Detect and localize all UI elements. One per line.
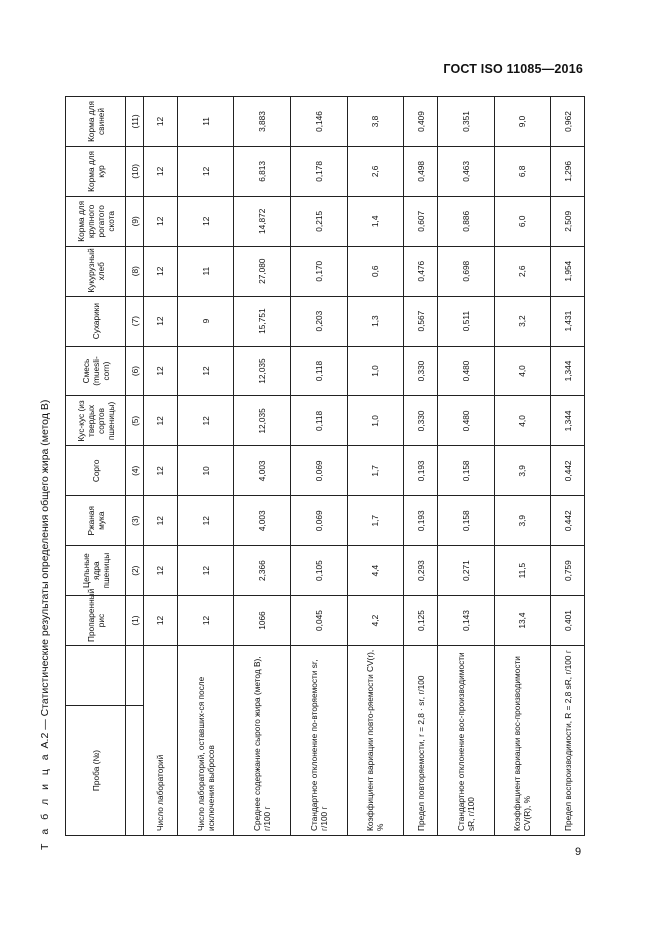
cell-value: 0,442 bbox=[551, 446, 585, 496]
cell-value: 3,883 bbox=[234, 97, 291, 147]
cell-value: 12 bbox=[144, 546, 178, 596]
cell-value: 0,271 bbox=[437, 546, 494, 596]
col-index: (1) bbox=[126, 596, 144, 646]
col-index: (6) bbox=[126, 346, 144, 396]
cell-value: 0,476 bbox=[404, 246, 438, 296]
col-index: (7) bbox=[126, 296, 144, 346]
cell-value: 0,480 bbox=[437, 346, 494, 396]
cell-value: 12,035 bbox=[234, 396, 291, 446]
cell-value: 0,069 bbox=[290, 496, 347, 546]
cell-value: 0,480 bbox=[437, 396, 494, 446]
cell-value: 15,751 bbox=[234, 296, 291, 346]
row-label: Число лабораторий, оставших-ся после исключения выбросов bbox=[177, 646, 234, 836]
cell-value: 12 bbox=[144, 446, 178, 496]
cell-value: 0,045 bbox=[290, 596, 347, 646]
header-col-10: Корма для кур bbox=[66, 146, 126, 196]
cell-value: 4,0 bbox=[494, 396, 551, 446]
cell-value: 0,498 bbox=[404, 146, 438, 196]
table-row bbox=[144, 97, 178, 836]
row-label: Предел повторяемости, r = 2,8 · sr, г/100 bbox=[404, 646, 438, 836]
cell-value: 4,003 bbox=[234, 446, 291, 496]
col-index: (10) bbox=[126, 146, 144, 196]
cell-value: 0,146 bbox=[290, 97, 347, 147]
table-row bbox=[404, 97, 438, 836]
cell-value: 11 bbox=[177, 97, 234, 147]
cell-value: 1,0 bbox=[347, 396, 404, 446]
cell-value: 0,330 bbox=[404, 346, 438, 396]
table-row bbox=[551, 97, 585, 836]
cell-value: 0,293 bbox=[404, 546, 438, 596]
col-index: (4) bbox=[126, 446, 144, 496]
col-index: (9) bbox=[126, 196, 144, 246]
row-label: Число лабораторий bbox=[144, 646, 178, 836]
cell-value: 3,2 bbox=[494, 296, 551, 346]
col-index: (11) bbox=[126, 97, 144, 147]
cell-value: 0,567 bbox=[404, 296, 438, 346]
cell-value: 12 bbox=[144, 146, 178, 196]
cell-value: 2,6 bbox=[494, 246, 551, 296]
cell-value: 1,3 bbox=[347, 296, 404, 346]
cell-value: 9,0 bbox=[494, 97, 551, 147]
row-label: Стандартное отклонение вос-производимости sR, г/100 bbox=[437, 646, 494, 836]
row-label: Среднее содержание сырого жира (метод B), г/100 г bbox=[234, 646, 291, 836]
cell-value: 1066 bbox=[234, 596, 291, 646]
cell-value: 0,158 bbox=[437, 446, 494, 496]
cell-value: 6,8 bbox=[494, 146, 551, 196]
cell-value: 12 bbox=[144, 496, 178, 546]
cell-value: 0,759 bbox=[551, 546, 585, 596]
header-col-8: Кукурузный хлеб bbox=[66, 246, 126, 296]
index-row bbox=[126, 97, 144, 836]
row-label: Коэффициент вариации повто-ряемости CV(r), % bbox=[347, 646, 404, 836]
cell-value: 1,7 bbox=[347, 446, 404, 496]
cell-value: 0,170 bbox=[290, 246, 347, 296]
table-row bbox=[290, 97, 347, 836]
header-col-2: Цельные ядра пшеницы bbox=[66, 546, 126, 596]
row-label: Коэффициент вариации вос-производимости CV(R), % bbox=[494, 646, 551, 836]
cell-value: 0,409 bbox=[404, 97, 438, 147]
cell-value: 0,698 bbox=[437, 246, 494, 296]
cell-value: 0,193 bbox=[404, 496, 438, 546]
table-row bbox=[494, 97, 551, 836]
cell-value: 27,080 bbox=[234, 246, 291, 296]
page-number: 9 bbox=[575, 846, 582, 858]
cell-value: 0,105 bbox=[290, 546, 347, 596]
cell-value: 12 bbox=[177, 196, 234, 246]
cell-value: 12 bbox=[177, 596, 234, 646]
cell-value: 2,509 bbox=[551, 196, 585, 246]
cell-value: 0,158 bbox=[437, 496, 494, 546]
header-col-9: Корма для крупного рогатого скота bbox=[66, 196, 126, 246]
cell-value: 0,125 bbox=[404, 596, 438, 646]
cell-value: 0,401 bbox=[551, 596, 585, 646]
cell-value: 1,4 bbox=[347, 196, 404, 246]
cell-value: 12 bbox=[177, 496, 234, 546]
cell-value: 10 bbox=[177, 446, 234, 496]
header-col-11: Корма для свиней bbox=[66, 97, 126, 147]
cell-value: 11 bbox=[177, 246, 234, 296]
table-body bbox=[126, 97, 585, 836]
cell-value: 9 bbox=[177, 296, 234, 346]
caption-text: А.2 — Статистические результаты определения общего жира (метод B) bbox=[39, 399, 51, 752]
cell-value: 0,6 bbox=[347, 246, 404, 296]
cell-value: 4,003 bbox=[234, 496, 291, 546]
cell-value: 0,203 bbox=[290, 296, 347, 346]
cell-value: 12 bbox=[144, 596, 178, 646]
cell-value: 0,069 bbox=[290, 446, 347, 496]
cell-value: 0,193 bbox=[404, 446, 438, 496]
cell-value: 0,178 bbox=[290, 146, 347, 196]
cell-value: 0,886 bbox=[437, 196, 494, 246]
header-sample: Проба (№) bbox=[66, 706, 126, 836]
table-row bbox=[437, 97, 494, 836]
table-row bbox=[234, 97, 291, 836]
cell-value: 3,8 bbox=[347, 97, 404, 147]
header-col-1: Пропаренный рис bbox=[66, 596, 126, 646]
cell-value: 0,962 bbox=[551, 97, 585, 147]
cell-value: 2,366 bbox=[234, 546, 291, 596]
cell-value: 12,035 bbox=[234, 346, 291, 396]
index-empty bbox=[126, 706, 144, 836]
cell-value: 3,9 bbox=[494, 496, 551, 546]
cell-value: 14,872 bbox=[234, 196, 291, 246]
row-label: Стандартное отклонение по-вторяемости sr, г/100 г bbox=[290, 646, 347, 836]
caption-prefix: Т а б л и ц а bbox=[39, 751, 51, 850]
cell-value: 3,9 bbox=[494, 446, 551, 496]
cell-value: 4,2 bbox=[347, 596, 404, 646]
table-row bbox=[177, 97, 234, 836]
cell-value: 4,4 bbox=[347, 546, 404, 596]
header-col-7: Сухарики bbox=[66, 296, 126, 346]
cell-value: 1,296 bbox=[551, 146, 585, 196]
cell-value: 1,431 bbox=[551, 296, 585, 346]
cell-value: 0,607 bbox=[404, 196, 438, 246]
cell-value: 1,344 bbox=[551, 396, 585, 446]
cell-value: 0,463 bbox=[437, 146, 494, 196]
cell-value: 2,6 bbox=[347, 146, 404, 196]
cell-value: 6,0 bbox=[494, 196, 551, 246]
header-sub bbox=[66, 646, 126, 706]
col-index: (5) bbox=[126, 396, 144, 446]
header-col-6: Смесь (muesli-corn) bbox=[66, 346, 126, 396]
cell-value: 12 bbox=[144, 97, 178, 147]
cell-value: 12 bbox=[177, 346, 234, 396]
cell-value: 0,330 bbox=[404, 396, 438, 446]
col-index: (2) bbox=[126, 546, 144, 596]
cell-value: 12 bbox=[177, 396, 234, 446]
cell-value: 1,7 bbox=[347, 496, 404, 546]
cell-value: 12 bbox=[144, 296, 178, 346]
rotated-table-wrapper bbox=[65, 96, 585, 836]
cell-value: 12 bbox=[144, 196, 178, 246]
index-empty-2 bbox=[126, 646, 144, 706]
cell-value: 13,4 bbox=[494, 596, 551, 646]
cell-value: 12 bbox=[177, 146, 234, 196]
cell-value: 0,118 bbox=[290, 346, 347, 396]
cell-value: 1,344 bbox=[551, 346, 585, 396]
header-col-3: Ржаная мука bbox=[66, 496, 126, 546]
cell-value: 0,442 bbox=[551, 496, 585, 546]
cell-value: 12 bbox=[144, 346, 178, 396]
row-label: Предел воспроизводимости, R = 2,8 sR, г/100 г bbox=[551, 646, 585, 836]
cell-value: 11,5 bbox=[494, 546, 551, 596]
table-caption bbox=[38, 70, 52, 850]
col-index: (8) bbox=[126, 246, 144, 296]
col-index: (3) bbox=[126, 496, 144, 546]
cell-value: 4,0 bbox=[494, 346, 551, 396]
cell-value: 1,0 bbox=[347, 346, 404, 396]
table-header-row bbox=[66, 97, 126, 836]
cell-value: 6,813 bbox=[234, 146, 291, 196]
cell-value: 1,954 bbox=[551, 246, 585, 296]
cell-value: 0,511 bbox=[437, 296, 494, 346]
cell-value: 0,143 bbox=[437, 596, 494, 646]
cell-value: 0,215 bbox=[290, 196, 347, 246]
cell-value: 0,351 bbox=[437, 97, 494, 147]
cell-value: 12 bbox=[144, 246, 178, 296]
standard-header: ГОСТ ISO 11085—2016 bbox=[443, 62, 583, 76]
header-col-5: Кус-кус (из твердых сортов пшеницы) bbox=[66, 396, 126, 446]
cell-value: 12 bbox=[177, 546, 234, 596]
cell-value: 12 bbox=[144, 396, 178, 446]
header-col-4: Сорго bbox=[66, 446, 126, 496]
cell-value: 0,118 bbox=[290, 396, 347, 446]
statistics-table bbox=[65, 96, 585, 836]
table-row bbox=[347, 97, 404, 836]
